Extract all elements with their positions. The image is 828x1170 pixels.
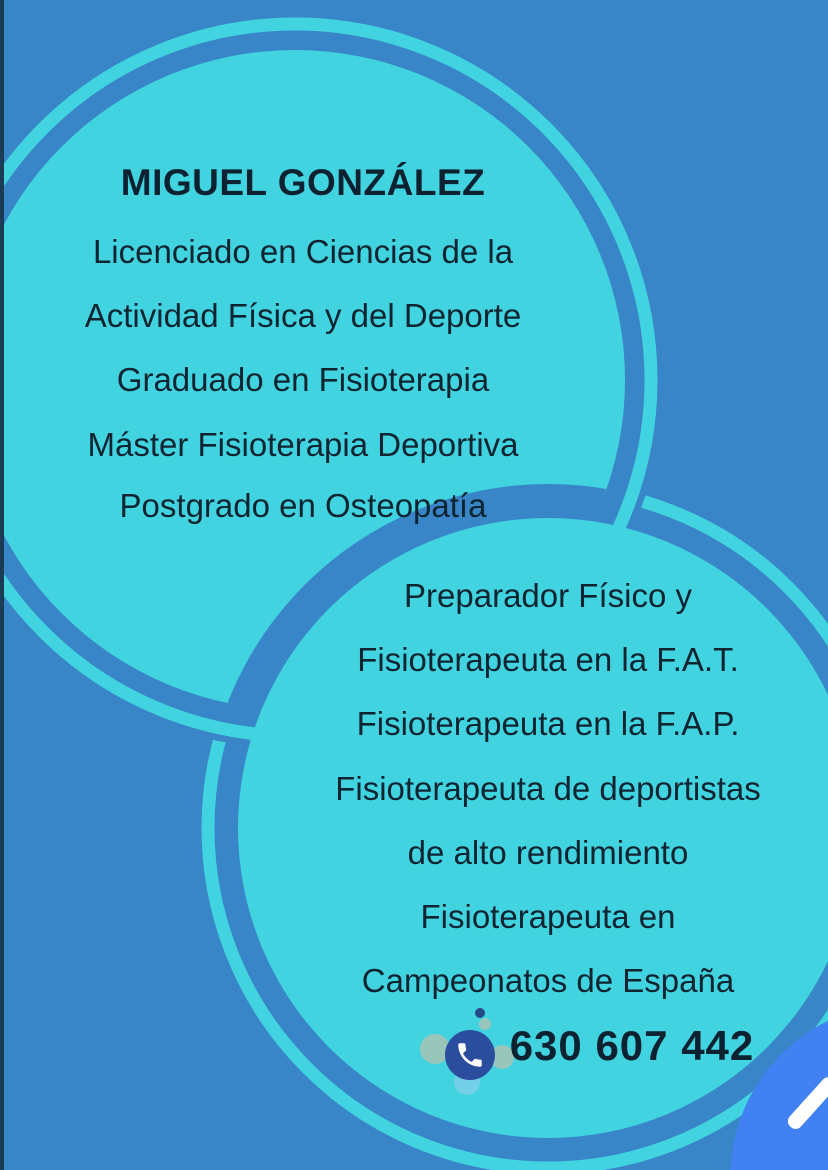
person-name: MIGUEL GONZÁLEZ (120, 162, 486, 203)
role-line: Fisioterapeuta en la F.A.T. (357, 641, 739, 678)
role-line: Fisioterapeuta en la F.A.P. (356, 705, 740, 742)
credential-line: Postgrado en Osteopatía (119, 487, 487, 524)
credential-line: Graduado en Fisioterapia (116, 361, 490, 398)
role-line: Fisioterapeuta en (420, 898, 676, 935)
role-line: de alto rendimiento (407, 834, 689, 871)
credential-line: Máster Fisioterapia Deportiva (87, 426, 519, 463)
credential-line: Actividad Física y del Deporte (84, 297, 522, 334)
left-edge-strip (0, 0, 4, 1170)
phone-number: 630 607 442 (509, 1022, 755, 1069)
role-line: Preparador Físico y (404, 577, 692, 614)
role-line: Campeonatos de España (361, 962, 735, 999)
role-line: Fisioterapeuta de deportistas (335, 770, 761, 807)
credential-line: Licenciado en Ciencias de la (92, 233, 514, 270)
